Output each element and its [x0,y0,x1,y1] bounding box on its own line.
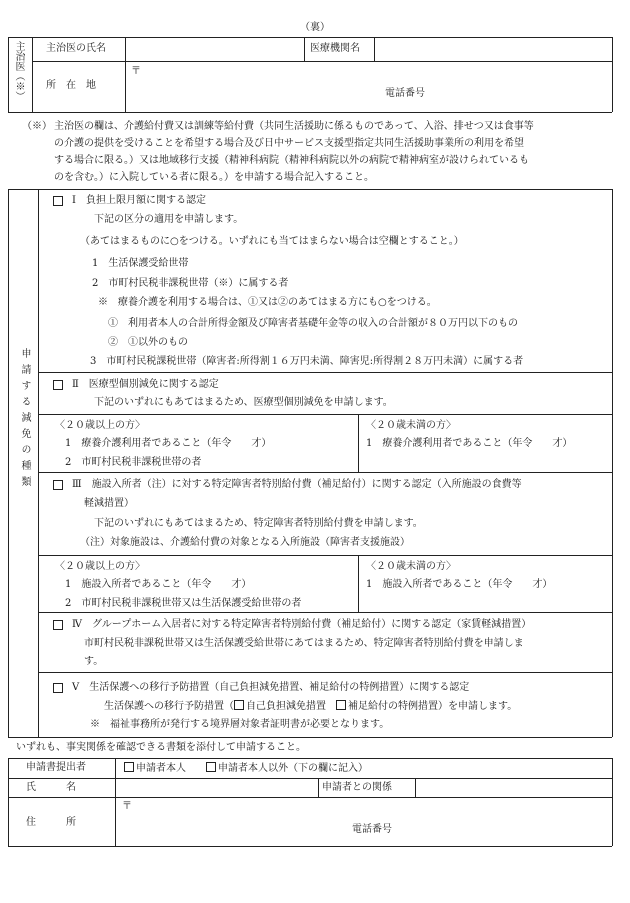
submitter-name-label: 氏 名 [26,782,76,793]
s1-line: ※ 療養介護を利用する場合は、①又は②のあてはまる方にも○をつける。 [98,297,437,308]
footer-note: いずれも、事実関係を確認できる書類を添付して申請すること。 [16,742,306,753]
submitter-self-checkbox[interactable] [124,762,134,772]
s2-line: 下記のいずれにもあてはまるため、医療型個別減免を申請します。 [94,397,393,408]
s3-title-cont: 軽減措置） [84,498,134,509]
s3-note: （注）対象施設は、介護給付費の対象となる入所施設（障害者支援施設） [80,537,410,548]
s3-line: 下記のいずれにもあてはまるため、特定障害者特別給付費を申請します。 [94,518,423,529]
s1-line: （あてはまるものに○をつける。いずれにも当てはまらない場合は空欄とすること。） [80,236,464,247]
s3-left-head: 〈２０歳以上の方〉 [55,561,145,572]
s1-title: Ⅰ 負担上限月額に関する認定 [72,195,206,206]
s3-title: Ⅲ 施設入所者（注）に対する特定障害者特別給付費（補足給付）に関する認定（入所施設の食費等 [72,479,522,490]
s5-opt1-label: 自己負担減免措置 [246,701,326,712]
submitter-self-label: 申請者本人 [136,763,186,774]
s5-title: Ⅴ 生活保護への移行予防措置（自己負担減免措置、補足給付の特例措置）に関する認定 [72,682,470,693]
s2-left-item: 2 市町村民税非課税世帯の者 [65,457,202,468]
physician-name-field[interactable] [126,38,303,60]
submitter-phone-label: 電話番号 [352,824,392,835]
physician-address-label: 所 在 地 [46,80,96,91]
page-title: （裏） [300,22,330,33]
physician-phone-label: 電話番号 [385,88,425,99]
submitter-postal-mark: 〒 [122,801,132,812]
s2-left-item: 1 療養介護利用者であること（年令 才） [65,438,272,449]
submitter-address-label: 住 所 [26,817,76,828]
physician-address-field[interactable] [126,62,611,111]
institution-label: 医療機関名 [310,43,360,54]
s5-checkbox[interactable] [53,683,63,693]
submitter-address-field[interactable] [116,798,611,845]
s3-left-item: 1 施設入所者であること（年令 才） [65,579,252,590]
s1-option-1[interactable]: 1 生活保護受給世帯 [92,258,189,269]
s1-option-2[interactable]: 2 市町村民税非課税世帯（※）に属する者 [92,278,289,289]
physician-postal-mark: 〒 [131,66,141,77]
submitter-other-label: 申請者本人以外（下の欄に記入） [218,763,368,774]
submitter-label: 申請書提出者 [26,762,86,773]
s5-line-post: ）を申請します。 [438,701,518,712]
submitter-other-checkbox[interactable] [206,762,216,772]
s3-left-item: 2 市町村民税非課税世帯又は生活保護受給世帯の者 [65,598,302,609]
s3-right-head: 〈２０歳未満の方〉 [366,561,456,572]
s1-option-3[interactable]: 3 市町村民税課税世帯（障害者:所得割１６万円未満、障害児:所得割２８万円未満）に属する者 [90,356,524,367]
s1-suboption-2[interactable]: ② ①以外のもの [108,337,188,348]
note-line: 主治医の欄は、介護給付費又は訓練等給付費（共同生活援助に係るものであって、入浴、排せつ又は食事等 [54,121,534,132]
physician-name-label: 主治医の氏名 [46,43,106,54]
s4-line: 市町村民税非課税世帯又は生活保護受給世帯にあてはまるため、特定障害者特別給付費を申請しま [84,638,524,649]
s3-right-item: 1 施設入所者であること（年令 才） [366,579,553,590]
institution-field[interactable] [375,38,611,60]
s5-opt1-checkbox[interactable] [234,700,244,710]
s2-title: Ⅱ 医療型個別減免に関する認定 [72,379,219,390]
s2-right-item: 1 療養介護利用者であること（年令 才） [366,438,573,449]
s1-suboption-1[interactable]: ① 利用者本人の合計所得金額及び障害者基礎年金等の収入の合計額が８０万円以下のもの [108,318,518,329]
s3-checkbox[interactable] [53,480,63,490]
note-line: のを含む。）に入院している者に限る。）を申請する場合記入すること。 [54,172,374,183]
submitter-options [124,762,368,775]
relation-field[interactable] [416,779,611,796]
s1-checkbox[interactable] [53,196,63,206]
s2-left-head: 〈２０歳以上の方〉 [55,420,145,431]
s5-line [104,700,517,713]
note-mark: （※） [22,121,52,132]
s4-title: Ⅳ グループホーム入居者に対する特定障害者特別給付費（補足給付）に関する認定（家賃軽減措置） [72,619,532,630]
section-label: 申請する減免の種類 [19,348,30,492]
s2-right-head: 〈２０歳未満の方〉 [366,420,456,431]
submitter-name-field[interactable] [116,779,317,796]
relation-label: 申請者との関係 [322,782,392,793]
note-line: の介護の提供を受けることを希望する場合及び日中サービス支援型指定共同生活援助事業所の利用を希望 [54,138,524,149]
s5-note: ※ 福祉事務所が発行する境界層対象者証明書が必要となります。 [90,719,390,730]
s1-line: 下記の区分の適用を申請します。 [94,214,244,225]
note-line: する場合に限る。）又は地域移行支援（精神科病院（精神科病院以外の病院で精神病室が設けられているも [54,155,529,166]
physician-side-label: 主治医（※） [13,41,24,101]
s2-checkbox[interactable] [53,380,63,390]
s5-opt2-checkbox[interactable] [336,700,346,710]
s4-checkbox[interactable] [53,620,63,630]
s5-opt2-label: 補足給付の特例措置 [348,701,438,712]
s5-line-pre: 生活保護への移行予防措置（ [104,701,234,712]
s4-line: す。 [84,656,104,667]
